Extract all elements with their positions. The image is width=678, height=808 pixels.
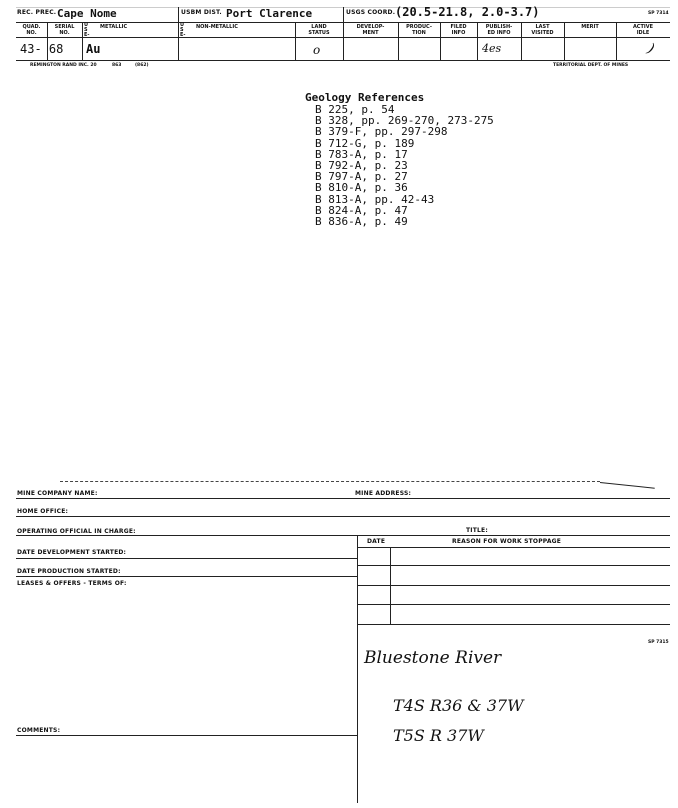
- home-office-label: HOME OFFICE:: [17, 508, 69, 515]
- col-filed-info: FILED INFO: [450, 24, 467, 36]
- form-line: [16, 535, 670, 536]
- usbm-dist-label: USBM DIST.: [181, 9, 222, 16]
- divider: [357, 535, 358, 803]
- reference-item: B 712-G, p. 189: [315, 136, 415, 150]
- territorial-dept: TERRITORIAL DEPT. OF MINES: [553, 63, 629, 68]
- form-line: [16, 498, 670, 499]
- form-line: [16, 558, 357, 559]
- col-merit: MERIT: [581, 24, 599, 30]
- handwritten-township-2: T5S R 37W: [393, 726, 484, 745]
- date-development-label: DATE DEVELOPMENT STARTED:: [17, 549, 127, 556]
- col-metallic: METALLIC: [100, 24, 128, 30]
- values-bottom-line: [16, 60, 670, 61]
- reference-item: B 328, pp. 269-270, 273-275: [315, 114, 494, 128]
- printer-code-alt: (862): [135, 63, 149, 68]
- leases-offers-label: LEASES & OFFERS - TERMS OF:: [17, 580, 127, 587]
- form-line: [16, 735, 357, 736]
- usgs-coord-label: USGS COORD.: [346, 9, 396, 16]
- col-last-visited: LAST VISITED: [531, 24, 554, 36]
- col-published-info: PUBLISH- ED INFO: [485, 24, 513, 36]
- operating-official-label: OPERATING OFFICIAL IN CHARGE:: [17, 528, 136, 535]
- col-quad-no: QUAD. NO.: [22, 24, 41, 36]
- reason-column-header: REASON FOR WORK STOPPAGE: [452, 538, 562, 545]
- divider: [390, 547, 391, 624]
- handwritten-township-1: T4S R36 & 37W: [393, 696, 524, 715]
- reference-item: B 813-A, pp. 42-43: [315, 192, 435, 206]
- col-development: DEVELOP- MENT: [356, 24, 385, 36]
- perforation-line: [60, 481, 600, 482]
- col-production: PRODUC- TION: [406, 24, 432, 36]
- fold-mark: [600, 482, 655, 489]
- form-line: [357, 547, 670, 548]
- mine-company-name-label: MINE COMPANY NAME:: [17, 490, 98, 497]
- published-info-value: 4es: [482, 42, 502, 55]
- reference-item: B 792-A, p. 23: [315, 159, 408, 173]
- form-line: [357, 565, 670, 566]
- reference-item: B 836-A, p. 49: [315, 215, 408, 229]
- form-line: [357, 624, 670, 625]
- form-line: [357, 604, 670, 605]
- col-active-idle: ACTIVE IDLE: [632, 24, 654, 36]
- geology-references: [305, 92, 494, 227]
- form-line: [16, 576, 357, 577]
- references-title: Geology References: [305, 91, 425, 104]
- form-line: [16, 516, 670, 517]
- reference-item: B 783-A, p. 17: [315, 147, 408, 161]
- quad-serial-value: 43- 68: [20, 42, 64, 56]
- col-non-metallic: NON-METALLIC: [196, 24, 238, 30]
- handwritten-location: Bluestone River: [364, 648, 502, 668]
- printer-code: 863: [112, 63, 122, 68]
- usgs-coord-value: (20.5-21.8, 2.0-3.7): [395, 5, 540, 19]
- reference-item: B 225, p. 54: [315, 103, 395, 116]
- col-metallic-prefix: U S E-: [84, 22, 90, 38]
- form-number-top: SP 7314: [648, 11, 669, 16]
- printer-credit: REMINGTON RAND INC. 20: [30, 63, 97, 68]
- date-production-label: DATE PRODUCTION STARTED:: [17, 568, 121, 575]
- divider: [178, 7, 179, 60]
- form-number-bottom: SP 7315: [648, 640, 669, 645]
- date-column-header: DATE: [367, 538, 386, 545]
- reference-item: B 810-A, p. 36: [315, 181, 408, 195]
- reference-item: B 797-A, p. 27: [315, 170, 408, 184]
- active-idle-value: ): [644, 40, 657, 58]
- form-line: [357, 585, 670, 586]
- comments-label: COMMENTS:: [17, 727, 61, 734]
- land-status-value: o: [313, 43, 321, 57]
- rec-prec-value: Cape Nome: [57, 7, 117, 20]
- col-land-status: LAND STATUS: [308, 24, 330, 36]
- col-serial-no: SERIAL NO.: [54, 24, 75, 36]
- reference-item: B 379-F, pp. 297-298: [315, 125, 448, 139]
- col-non-metallic-prefix: U S E-: [180, 22, 186, 38]
- rec-prec-label: REC. PREC.: [17, 9, 57, 16]
- metallic-value: Au: [86, 42, 101, 56]
- title-label: TITLE:: [466, 527, 488, 534]
- divider: [82, 22, 83, 60]
- reference-item: B 824-A, p. 47: [315, 203, 408, 217]
- mine-address-label: MINE ADDRESS:: [355, 490, 412, 497]
- usbm-dist-value: Port Clarence: [226, 7, 313, 20]
